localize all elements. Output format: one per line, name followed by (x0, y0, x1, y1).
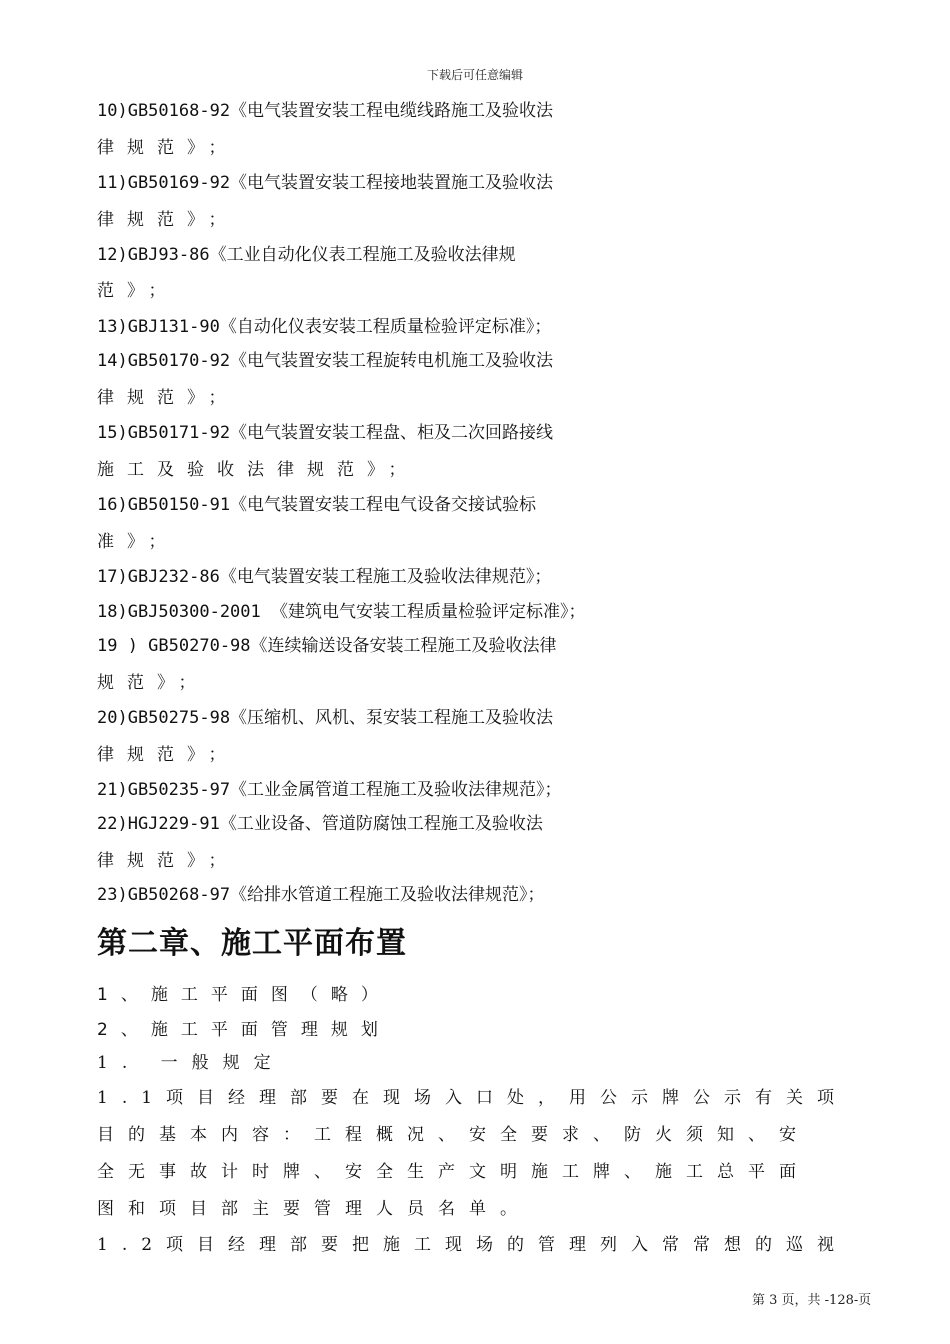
paragraph-line: 1.2项目经理部要把施工现场的管理列入常常想的巡视 (97, 1235, 849, 1255)
standard-13-line1: 13)GBJ131-90《自动化仪表安装工程质量检验评定标准》； (97, 317, 552, 337)
standard-12-line2: 范》； (97, 281, 179, 301)
paragraph-line: 目的基本内容：工程概况、安全要求、防火须知、安 (97, 1125, 810, 1145)
standard-19-line2: 规范》； (97, 673, 209, 693)
header-note: 下载后可任意编辑 (426, 68, 523, 82)
chapter-item-2: 2、施工平面管理规划 (97, 1020, 391, 1040)
standard-18-line1: 18)GBJ50300-2001 《建筑电气安装工程质量检验评定标准》； (97, 602, 586, 622)
standard-22-line2: 律规范》； (97, 851, 239, 871)
standard-15-line2: 施工及验收法律规范》； (97, 460, 419, 480)
standard-22-line1: 22)HGJ229-91《工业设备、管道防腐蚀工程施工及验收法 (97, 814, 543, 834)
standard-20-line2: 律规范》； (97, 745, 239, 765)
standard-16-line1: 16)GB50150-91《电气装置安装工程电气设备交接试验标 (97, 495, 537, 515)
paragraph-line: 1.1项目经理部要在现场入口处，用公示牌公示有关项 (97, 1088, 849, 1108)
standard-12-line1: 12)GBJ93-86《工业自动化仪表工程施工及验收法律规 (97, 245, 516, 265)
standard-11-line2: 律规范》； (97, 210, 239, 230)
chapter-heading: 第二章、施工平面布置 (97, 926, 407, 961)
standard-10-line1: 10)GB50168-92《电气装置安装工程电缆线路施工及验收法 (97, 101, 554, 121)
paragraph-line: 图和项目部主要管理人员名单。 (97, 1199, 531, 1219)
standard-14-line2: 律规范》； (97, 388, 239, 408)
standard-14-line1: 14)GB50170-92《电气装置安装工程旋转电机施工及验收法 (97, 351, 554, 371)
standard-10-line2: 律规范》； (97, 138, 239, 158)
standard-16-line2: 准》； (97, 532, 179, 552)
standard-19-line1: 19 ) GB50270-98《连续输送设备安装工程施工及验收法律 (97, 636, 557, 656)
standard-23-line1: 23)GB50268-97《给排水管道工程施工及验收法律规范》； (97, 885, 545, 905)
section-heading: 1. 一般规定 (97, 1053, 285, 1073)
paragraph-line: 全无事故计时牌、安全生产文明施工牌、施工总平面 (97, 1162, 810, 1182)
standard-20-line1: 20)GB50275-98《压缩机、风机、泵安装工程施工及验收法 (97, 708, 554, 728)
standard-15-line1: 15)GB50171-92《电气装置安装工程盘、柜及二次回路接线 (97, 423, 554, 443)
standard-21-line1: 21)GB50235-97《工业金属管道工程施工及验收法律规范》； (97, 780, 562, 800)
standard-17-line1: 17)GBJ232-86《电气装置安装工程施工及验收法律规范》； (97, 567, 552, 587)
chapter-item-1: 1、施工平面图（略） (97, 985, 391, 1005)
page-number: 第 3 页，共 -128-页 (752, 1293, 872, 1308)
standard-11-line1: 11)GB50169-92《电气装置安装工程接地装置施工及验收法 (97, 173, 554, 193)
